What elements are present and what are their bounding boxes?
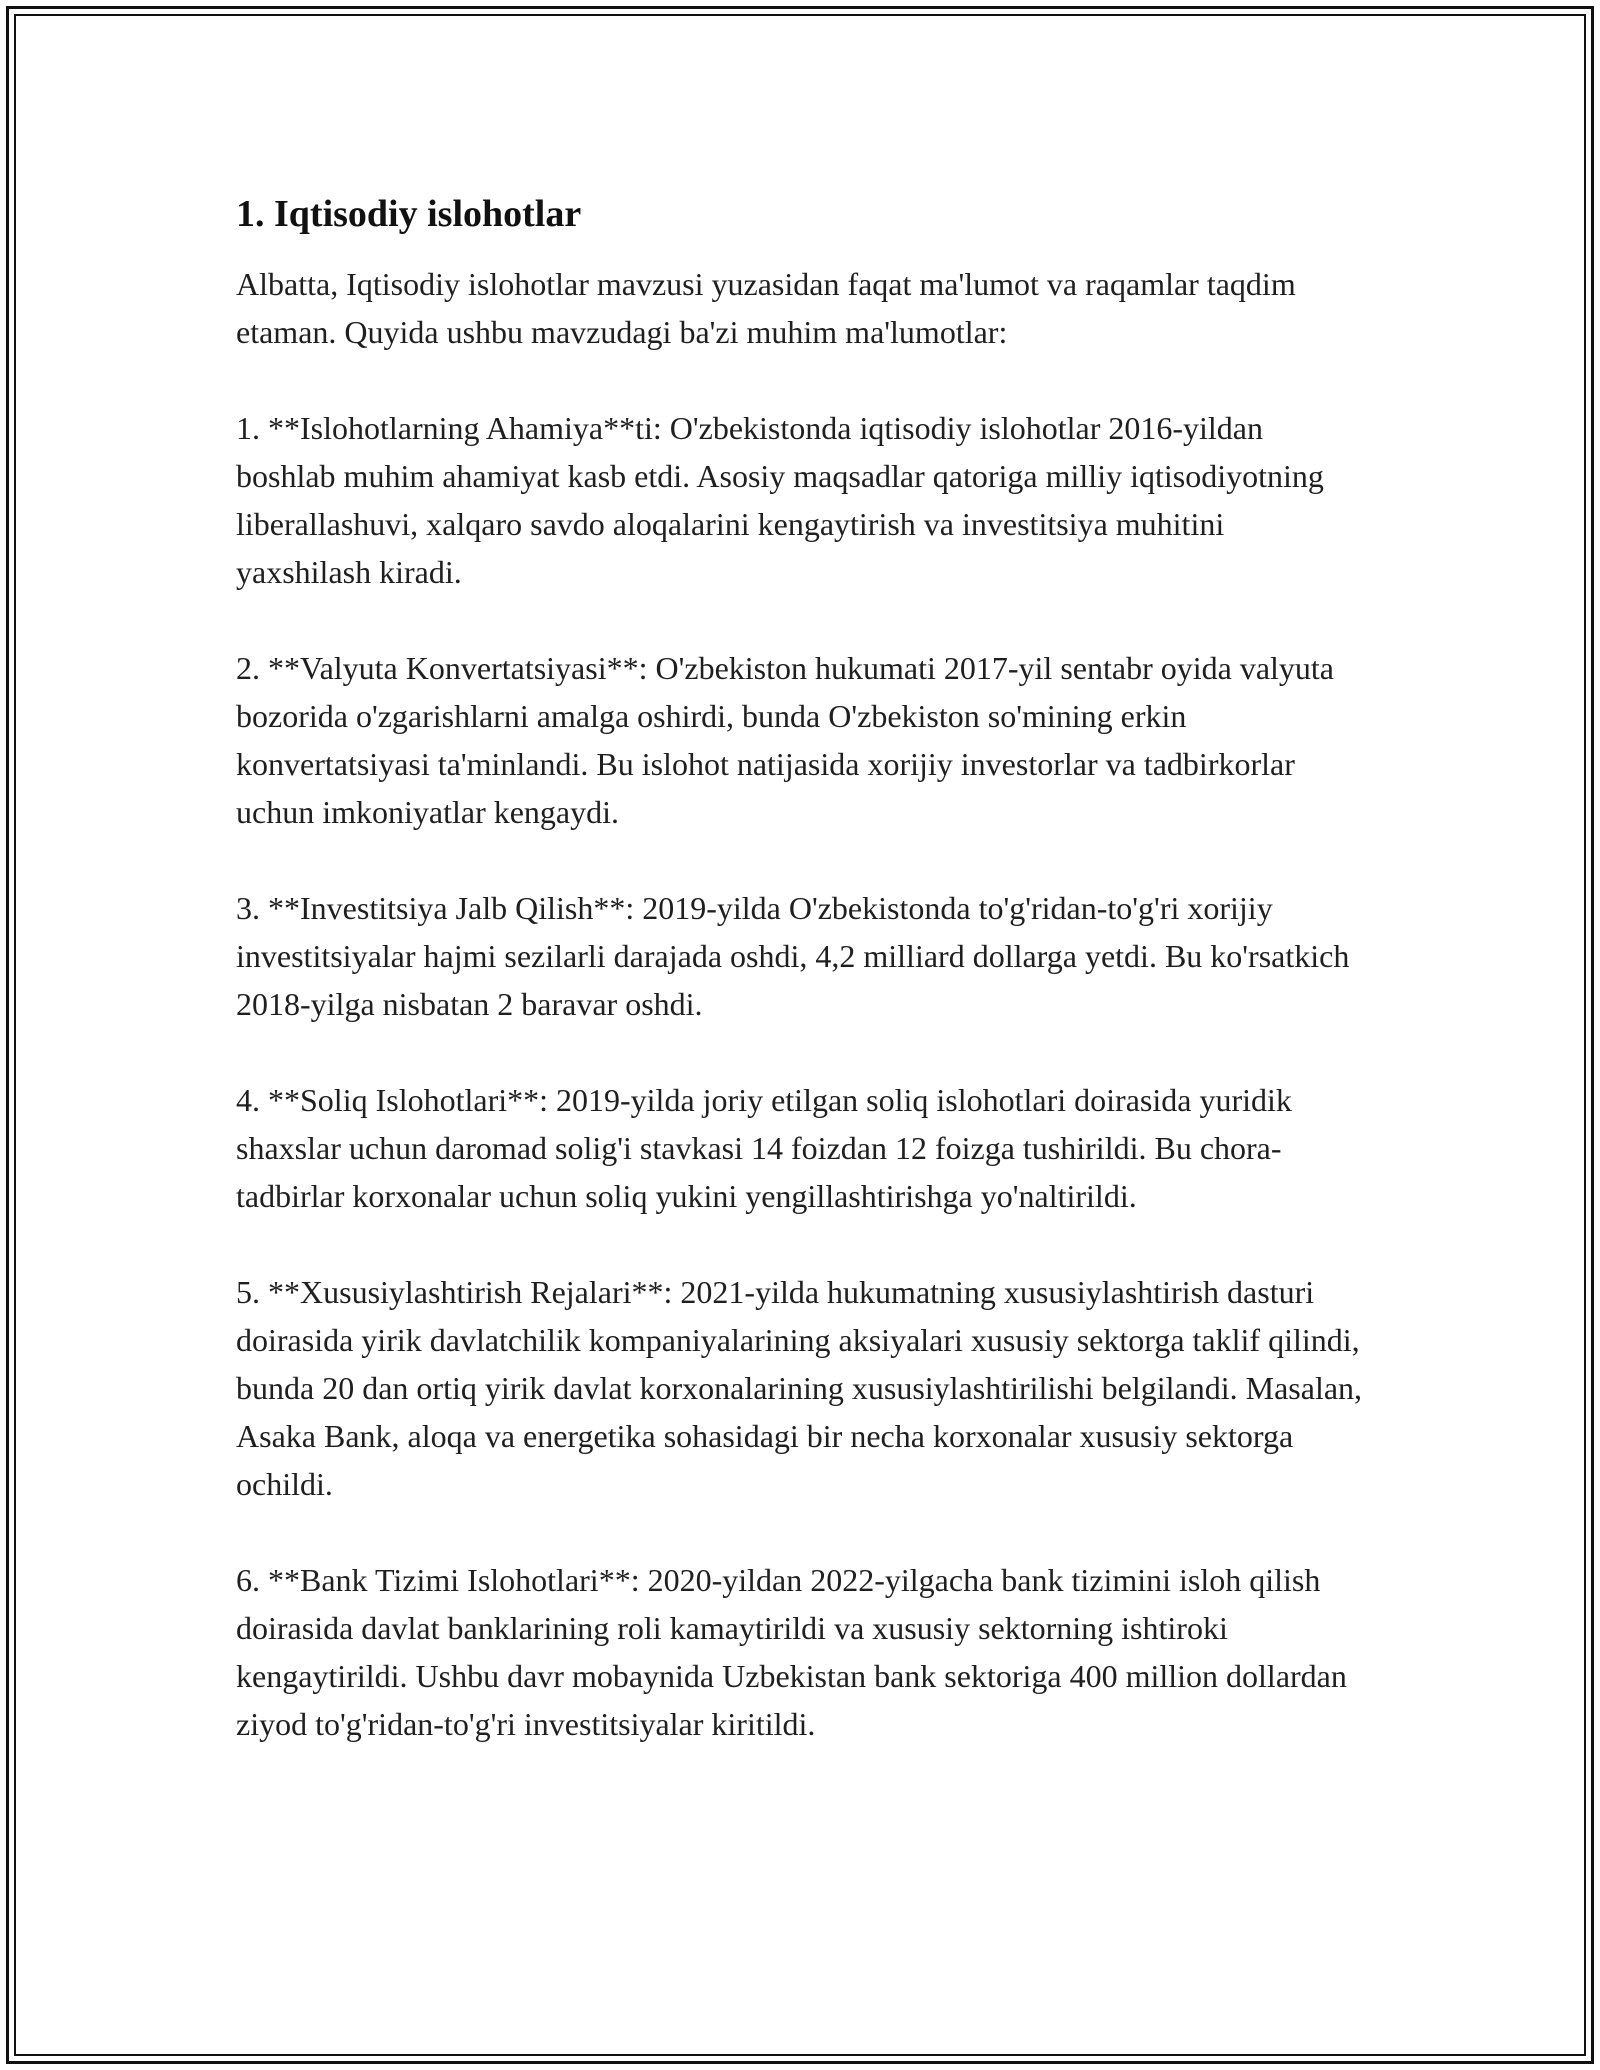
intro-paragraph: Albatta, Iqtisodiy islohotlar mavzusi yuzasidan faqat ma'lumot va raqamlar taqdim etaman. Quyida ushbu mavzudagi ba'zi muhim ma'lumotlar: xyxy=(236,266,1296,350)
list-item-6: 6. **Bank Tizimi Islohotlari**: 2020-yildan 2022-yilgacha bank tizimini isloh qilish doirasida davlat banklarining roli kamaytirildi va xususiy sektorning ishtiroki kengaytirildi. Ushbu davr mobaynida Uzbekistan bank sektoriga 400 million dollardan ziyod to'g'ridan-to'g'ri investitsiyalar kiritildi. xyxy=(236,1562,1347,1742)
list-item-5: 5. **Xususiylashtirish Rejalari**: 2021-yilda hukumatning xususiylashtirish dasturi doirasida yirik davlatchilik kompaniyalarining aksiyalari xususiy sektorga taklif qilindi, bunda 20 dan ortiq yirik davlat korxonalarining xususiylashtirilishi belgilandi. Masalan, Asaka Bank, aloqa va energetika sohasidagi bir necha korxonalar xususiy sektorga ochildi. xyxy=(236,1274,1363,1502)
list-item-3: 3. **Investitsiya Jalb Qilish**: 2019-yilda O'zbekistonda to'g'ridan-to'g'ri xorijiy investitsiyalar hajmi sezilarli darajada oshdi, 4,2 milliard dollarga yetdi. Bu ko'rsatkich 2018-yilga nisbatan 2 baravar oshdi. xyxy=(236,890,1350,1022)
document-title: 1. Iqtisodiy islohotlar xyxy=(236,193,582,235)
list-item-4: 4. **Soliq Islohotlari**: 2019-yilda joriy etilgan soliq islohotlari doirasida yuridik shaxslar uchun daromad solig'i stavkasi 14 foizdan 12 foizga tushirildi. Bu chora-tadbirlar korxonalar uchun soliq yukini yengillashtirishga yo'naltirildi. xyxy=(236,1082,1292,1214)
list-item-1: 1. **Islohotlarning Ahamiya**ti: O'zbekistonda iqtisodiy islohotlar 2016-yildan boshlab muhim ahamiyat kasb etdi. Asosiy maqsadlar qatoriga milliy iqtisodiyotning liberallashuvi, xalqaro savdo aloqalarini kengaytirish va investitsiya muhitini yaxshilash kiradi. xyxy=(236,410,1324,590)
document-body xyxy=(236,190,1366,1796)
list-item-2: 2. **Valyuta Konvertatsiyasi**: O'zbekiston hukumati 2017-yil sentabr oyida valyuta bozorida o'zgarishlarni amalga oshirdi, bunda O'zbekiston so'mining erkin konvertatsiyasi ta'minlandi. Bu islohot natijasida xorijiy investorlar va tadbirkorlar uchun imkoniyatlar kengaydi. xyxy=(236,650,1334,830)
